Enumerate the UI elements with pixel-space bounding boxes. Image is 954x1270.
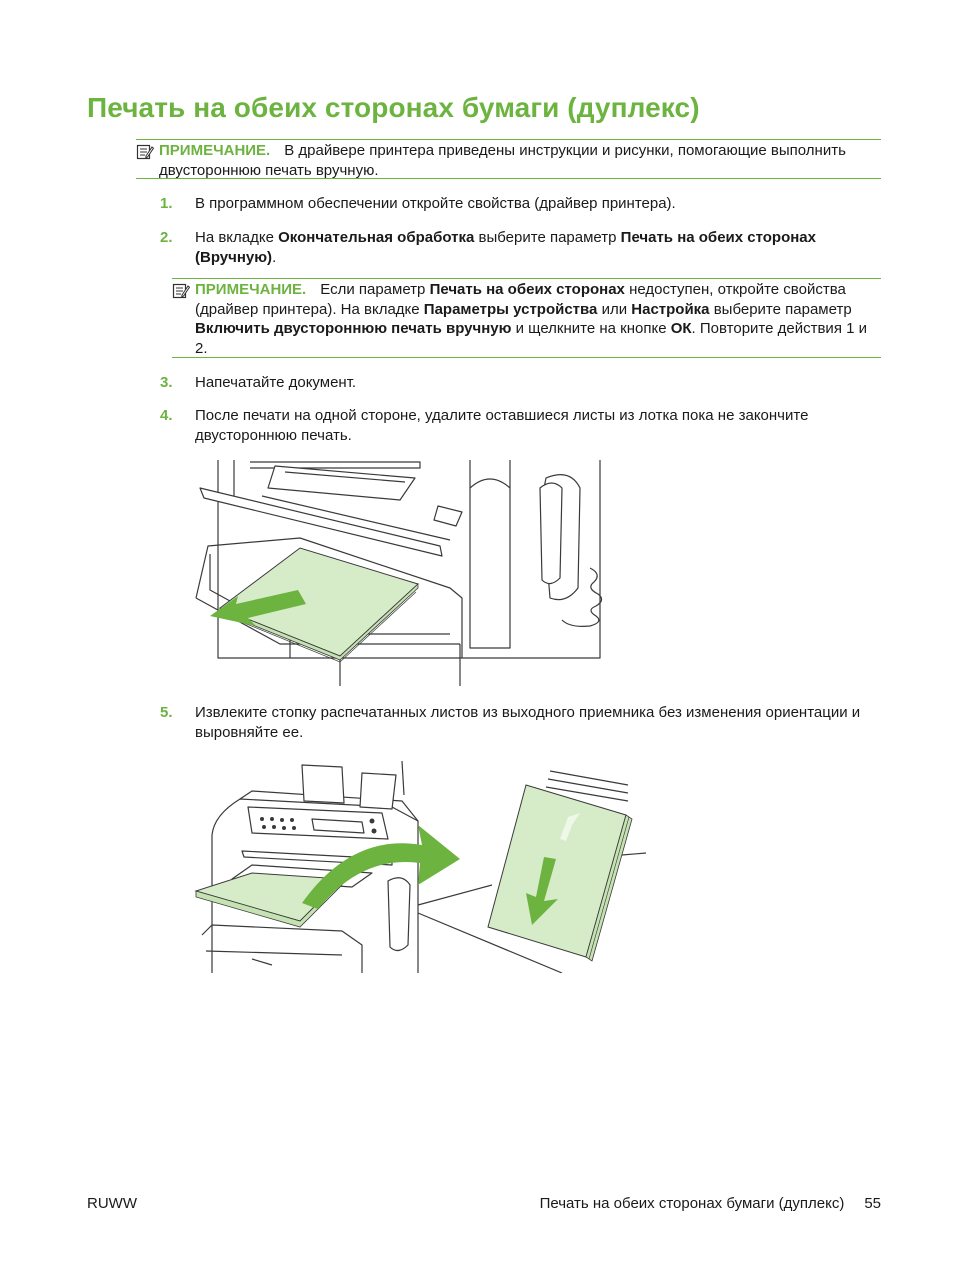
bold-run: Печать на обеих сторонах (Вручную)	[195, 229, 816, 266]
step-number: 3.	[160, 374, 173, 391]
bold-run: Включить двустороннюю печать вручную	[195, 320, 512, 337]
illustration-remove-sheets	[190, 458, 610, 686]
step-number: 4.	[160, 407, 173, 424]
step-5	[160, 703, 880, 742]
paper-stack-reoriented	[488, 785, 632, 961]
step-text: Напечатайте документ.	[195, 374, 357, 391]
bold-run: Настройка	[631, 300, 710, 318]
footer-left-label: RUWW	[87, 1195, 137, 1212]
step-2	[160, 228, 880, 267]
text-run: выберите параметр	[709, 300, 852, 318]
page-number: 55	[864, 1195, 881, 1212]
text-run: или	[597, 300, 632, 318]
bold-run: Окончательная обработка	[278, 229, 475, 246]
step-text: Извлеките стопку распечатанных листов из выходного приемника без изменения ориентации и выровняйте ее.	[195, 704, 861, 741]
text-run: выберите параметр	[474, 229, 621, 246]
note-icon	[136, 143, 154, 161]
note-text: В драйвере принтера приведены инструкции и рисунки, помогающие выполнить двустороннюю печать вручную.	[159, 142, 846, 179]
step-number: 5.	[160, 704, 173, 721]
step-text: После печати на одной стороне, удалите оставшиеся листы из лотка пока не закончите двустороннюю печать.	[195, 407, 809, 444]
step-text	[195, 228, 880, 267]
step-text: В программном обеспечении откройте свойства (драйвер принтера).	[195, 195, 676, 212]
text-run: .	[272, 248, 277, 266]
note-label: ПРИМЕЧАНИЕ.	[195, 281, 307, 298]
illustration-reload-stack	[192, 755, 647, 973]
text-run: недоступен, откройте свойства (драйвер принтера). На вкладке	[195, 281, 846, 318]
bold-run: Параметры устройства	[423, 300, 598, 318]
step-number: 1.	[160, 195, 173, 212]
note-icon	[172, 282, 190, 300]
step-4	[160, 406, 880, 445]
page-title: Печать на обеих сторонах бумаги (дуплекс)	[87, 92, 700, 123]
text-run: Если параметр	[320, 281, 430, 298]
text-run: . Повторите действия 1 и 2.	[195, 320, 867, 357]
step-3	[160, 373, 880, 393]
step-1	[160, 194, 880, 214]
bold-run: Печать на обеих сторонах	[429, 281, 625, 298]
text-run: На вкладке	[195, 229, 279, 246]
footer-running-title	[540, 1194, 881, 1213]
step-number: 2.	[160, 229, 173, 246]
note-box	[172, 278, 881, 358]
text-run: и щелкните на кнопке	[511, 320, 671, 337]
footer-section: Печать на обеих сторонах бумаги (дуплекс)	[539, 1195, 845, 1212]
bold-run: ОК	[670, 320, 692, 337]
note-box	[136, 139, 881, 179]
note-label: ПРИМЕЧАНИЕ.	[159, 142, 271, 159]
